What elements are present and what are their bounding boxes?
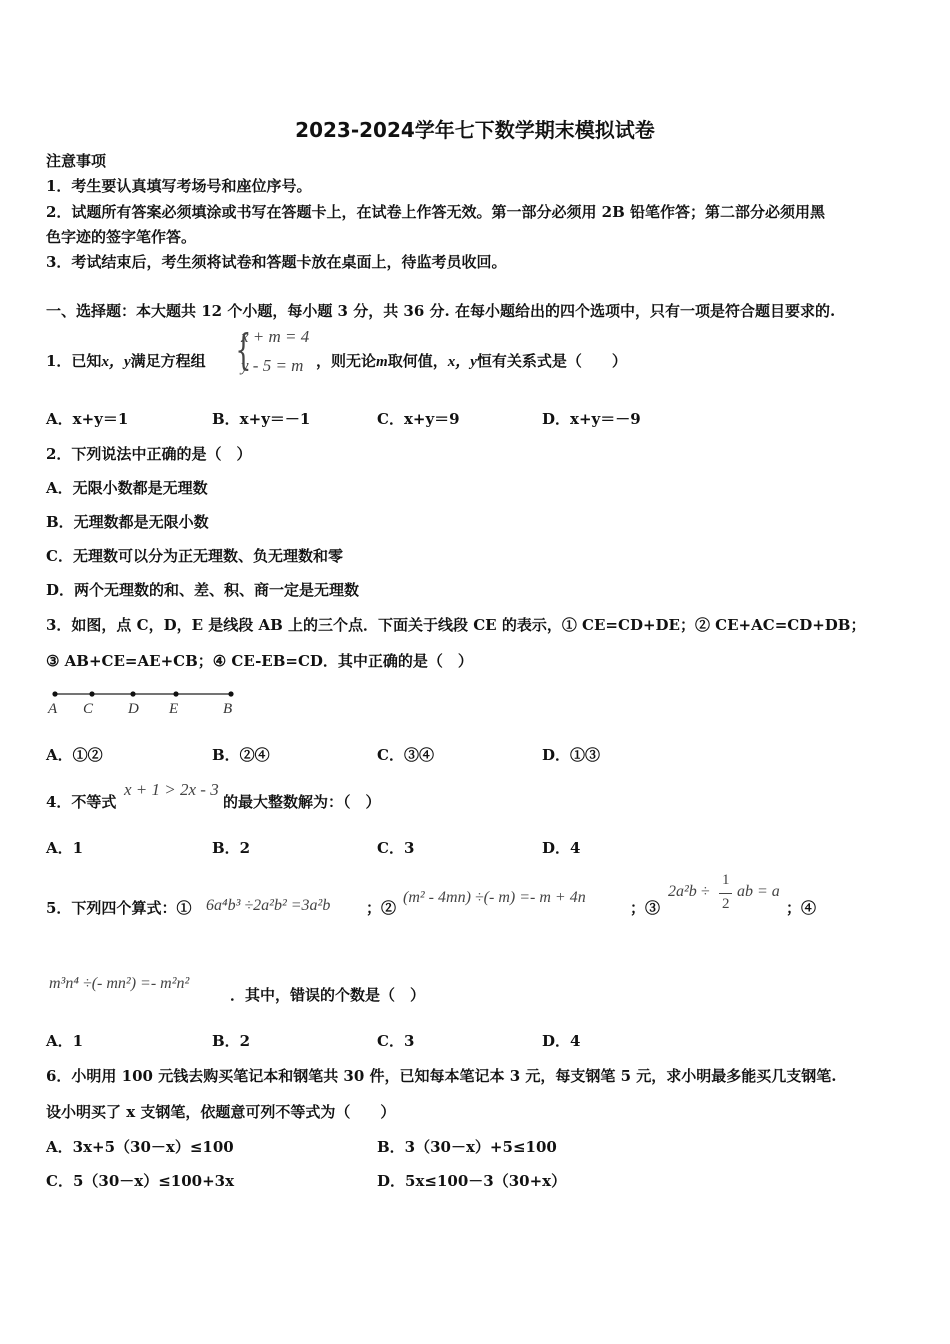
q5-fraction-numerator: 1 [722,872,730,888]
point-a-label: A [48,701,58,717]
q4-option-b: B．2 [212,839,251,857]
point-a-dot [52,691,57,696]
q5-option-b: B．2 [212,1032,251,1050]
q1-equation-1: x + m = 4 [241,327,310,346]
q6-option-a: A．3x+5（30－x）≤100 [46,1138,234,1156]
q1-option-c: C．x+y＝9 [377,410,460,428]
q1-mid: 满足方程组 [130,352,206,370]
q5-sep-1: ；② [366,899,397,917]
point-c-dot [89,691,94,696]
q6-option-d: D．5x≤100－3（30+x） [377,1172,567,1190]
question-1-stem-cont [316,351,627,372]
q1-option-a: A．x+y＝1 [46,410,129,428]
question-3-stem: 3．如图，点 C，D，E 是线段 AB 上的三个点．下面关于线段 CE 的表示，① CE=CD+DE；② CE+AC=CD+DB； [46,616,866,634]
segment-figure [44,684,244,718]
page-title: 2023-2024学年七下数学期末模拟试卷 [295,118,655,142]
q4-option-c: C．3 [377,839,415,857]
point-d-label: D [128,701,139,717]
point-e-dot [173,691,178,696]
notice-item-2-cont: 色字迹的签字笔作答。 [46,228,197,246]
q4-option-d: D．4 [542,839,581,857]
question-6-stem-cont: 设小明买了 x 支钢笔，依题意可列不等式为（ ） [46,1103,396,1121]
q1-pre: 1．已知 [46,352,102,370]
q6-option-b: B．3（30－x）+5≤100 [377,1138,557,1156]
q5-option-d: D．4 [542,1032,581,1050]
q1-m: m [376,354,388,370]
q3-option-c: C．③④ [377,746,434,764]
q5-sep-3: ；④ [786,899,817,917]
question-4-post: 的最大整数解为：（ ） [223,793,381,811]
point-c-label: C [83,701,94,717]
q5-expression-4: m³n⁴ ÷(- mn²) =- m²n² [49,975,190,992]
q5-sep-2: ；③ [630,899,661,917]
q1-post: ，则无论 [316,352,377,370]
notice-heading: 注意事项 [46,152,107,170]
q4-option-a: A．1 [46,839,84,857]
system-brace: { [235,325,252,374]
point-e-label: E [169,701,179,717]
q1-vars2: x，y [447,354,477,370]
notice-item-1: 1．考生要认真填写考场号和座位序号。 [46,177,312,195]
q5-expression-3b: ab = a [737,883,780,900]
q4-inequality: x + 1 > 2x - 3 [124,780,219,799]
q5-fraction-bar [719,893,732,894]
q5-fraction-denominator: 2 [722,896,730,912]
q1-option-b: B．x+y＝－1 [212,410,311,428]
notice-item-3: 3．考试结束后，考生须将试卷和答题卡放在桌面上，待监考员收回。 [46,253,507,271]
question-5-pre: 5．下列四个算式：① [46,899,192,917]
q1-option-d: D．x+y＝－9 [542,410,641,428]
question-6-stem: 6．小明用 100 元钱去购买笔记本和钢笔共 30 件，已知每本笔记本 3 元，每支钢笔 5 元，求小明最多能买几支钢笔. [46,1067,837,1085]
q3-option-b: B．②④ [212,746,270,764]
q5-expression-2: (m² - 4mn) ÷(- m) =- m + 4n [403,889,586,906]
question-4-pre: 4．不等式 [46,793,117,811]
question-2-stem: 2．下列说法中正确的是（ ） [46,445,252,463]
notice-item-2: 2．试题所有答案必须填涂或书写在答题卡上，在试卷上作答无效。第一部分必须用 2B 铅笔作答；第二部分必须用黑 [46,203,826,221]
q2-option-b: B．无理数都是无限小数 [46,513,209,531]
q1-vars: x，y [101,354,131,370]
q5-expression-1: 6a⁴b³ ÷2a²b² =3a²b [206,897,331,914]
section-heading: 一、选择题：本大题共 12 个小题，每小题 3 分，共 36 分. 在每小题给出的四个选项中，只有一项是符合题目要求的. [46,302,836,320]
point-d-dot [130,691,135,696]
q5-expression-3a: 2a²b ÷ [668,883,710,900]
q1-post2: 取何值， [387,352,448,370]
q5-option-a: A．1 [46,1032,84,1050]
q1-equation-2: y - 5 = m [241,356,304,375]
q3-option-d: D．①③ [542,746,601,764]
question-3-stem-cont: ③ AB+CE=AE+CB；④ CE-EB=CD．其中正确的是（ ） [46,652,473,670]
q3-option-a: A．①② [46,746,103,764]
q6-option-c: C．5（30－x）≤100+3x [46,1172,235,1190]
question-1-stem [46,351,206,372]
point-b-label: B [223,701,233,717]
q5-option-c: C．3 [377,1032,415,1050]
q2-option-a: A．无限小数都是无理数 [46,479,208,497]
point-b-dot [228,691,233,696]
q2-option-d: D．两个无理数的和、差、积、商一定是无理数 [46,581,360,599]
q2-option-c: C．无理数可以分为正无理数、负无理数和零 [46,547,343,565]
question-5-post: ．其中，错误的个数是（ ） [230,986,426,1004]
q1-post3: 恒有关系式是（ ） [476,352,627,370]
